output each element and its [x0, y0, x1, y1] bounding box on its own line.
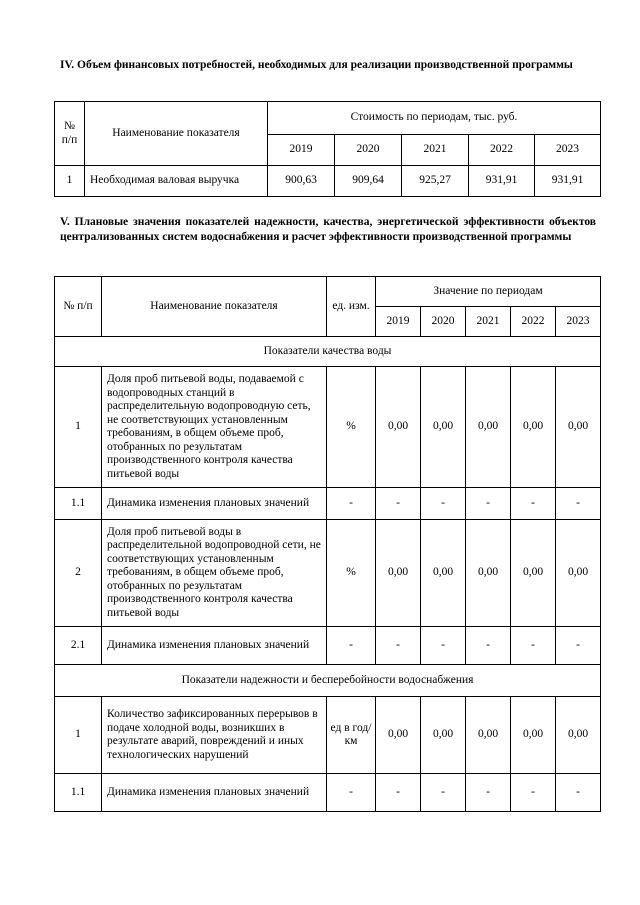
- row-unit: %: [327, 367, 376, 488]
- row-num: 1: [55, 697, 102, 774]
- row-value: 931,91: [535, 166, 601, 197]
- row-value: -: [466, 627, 511, 665]
- row-value: 0,00: [466, 520, 511, 627]
- year-header: 2022: [511, 307, 556, 337]
- row-value: 925,27: [402, 166, 469, 197]
- table-row: [55, 627, 601, 665]
- table-row: [55, 367, 601, 488]
- row-value: 0,00: [421, 367, 466, 488]
- row-name: Динамика изменения плановых значений: [102, 488, 327, 520]
- row-value: 0,00: [556, 697, 601, 774]
- financial-needs-table: [54, 101, 601, 197]
- col-header-num: № п/п: [55, 102, 85, 166]
- year-header: 2019: [376, 307, 421, 337]
- row-num: 1.1: [55, 774, 102, 812]
- row-value: 931,91: [469, 166, 535, 197]
- row-unit: ед в год/ км: [327, 697, 376, 774]
- table-row: [55, 488, 601, 520]
- col-header-values: Значение по периодам: [376, 277, 601, 307]
- row-value: -: [556, 488, 601, 520]
- row-value: -: [511, 488, 556, 520]
- section-5-heading: V. Плановые значения показателей надежности, качества, энергетической эффективности объектов централизованных систем водоснабжения и расчет эффективности производственной программы: [60, 216, 596, 243]
- section-4-heading: IV. Объем финансовых потребностей, необходимых для реализации производственной программы: [60, 59, 573, 71]
- row-value: 0,00: [556, 367, 601, 488]
- row-value: 0,00: [376, 367, 421, 488]
- col-header-cost: Стоимость по периодам, тыс. руб.: [268, 102, 601, 135]
- group-header-quality: Показатели качества воды: [55, 337, 601, 367]
- table-row: [55, 520, 601, 627]
- row-value: 0,00: [556, 520, 601, 627]
- row-num: 2: [55, 520, 102, 627]
- table-row: [55, 697, 601, 774]
- row-num: 1: [55, 166, 85, 197]
- row-name: Необходимая валовая выручка: [85, 166, 268, 197]
- row-name: Доля проб питьевой воды в распределительной водопроводной сети, не соответствующих установленным требованиям, в общем объеме проб, отобранных по результатам производственного контроля качества питьевой воды: [102, 520, 327, 627]
- year-header: 2023: [535, 135, 601, 166]
- year-header: 2022: [469, 135, 535, 166]
- col-header-num: № п/п: [55, 277, 102, 337]
- year-header: 2020: [421, 307, 466, 337]
- row-value: 0,00: [466, 697, 511, 774]
- row-name: Количество зафиксированных перерывов в подаче холодной воды, возникших в результате аварий, повреждений и иных технологических нарушений: [102, 697, 327, 774]
- row-value: 900,63: [268, 166, 335, 197]
- year-header: 2021: [402, 135, 469, 166]
- year-header: 2021: [466, 307, 511, 337]
- row-value: 0,00: [511, 367, 556, 488]
- row-unit: %: [327, 520, 376, 627]
- row-num: 1: [55, 367, 102, 488]
- row-value: -: [556, 774, 601, 812]
- row-unit: -: [327, 774, 376, 812]
- row-value: -: [421, 774, 466, 812]
- row-value: 0,00: [466, 367, 511, 488]
- row-unit: -: [327, 488, 376, 520]
- indicators-table: [54, 276, 601, 812]
- row-num: 1.1: [55, 488, 102, 520]
- row-value: 0,00: [511, 697, 556, 774]
- row-value: -: [466, 488, 511, 520]
- year-header: 2020: [335, 135, 402, 166]
- col-header-unit: ед. изм.: [327, 277, 376, 337]
- row-num: 2.1: [55, 627, 102, 665]
- row-value: 0,00: [421, 520, 466, 627]
- row-value: -: [511, 627, 556, 665]
- row-value: 0,00: [511, 520, 556, 627]
- year-header: 2019: [268, 135, 335, 166]
- row-value: 909,64: [335, 166, 402, 197]
- row-value: -: [376, 774, 421, 812]
- row-name: Динамика изменения плановых значений: [102, 774, 327, 812]
- group-header-reliability: Показатели надежности и бесперебойности водоснабжения: [55, 665, 601, 697]
- row-value: 0,00: [421, 697, 466, 774]
- col-header-name: Наименование показателя: [102, 277, 327, 337]
- row-value: -: [466, 774, 511, 812]
- row-name: Динамика изменения плановых значений: [102, 627, 327, 665]
- col-header-name: Наименование показателя: [85, 102, 268, 166]
- row-value: -: [421, 627, 466, 665]
- row-unit: -: [327, 627, 376, 665]
- row-value: -: [376, 627, 421, 665]
- row-value: -: [511, 774, 556, 812]
- row-name: Доля проб питьевой воды, подаваемой с водопроводных станций в распределительную водопроводную сеть, не соответствующих установленным требованиям, в общем объеме проб, отобранных по результатам производственного контроля качества питьевой воды: [102, 367, 327, 488]
- row-value: 0,00: [376, 520, 421, 627]
- table-row: [55, 774, 601, 812]
- row-value: -: [421, 488, 466, 520]
- row-value: 0,00: [376, 697, 421, 774]
- row-value: -: [376, 488, 421, 520]
- table-row: [55, 166, 601, 197]
- row-value: -: [556, 627, 601, 665]
- year-header: 2023: [556, 307, 601, 337]
